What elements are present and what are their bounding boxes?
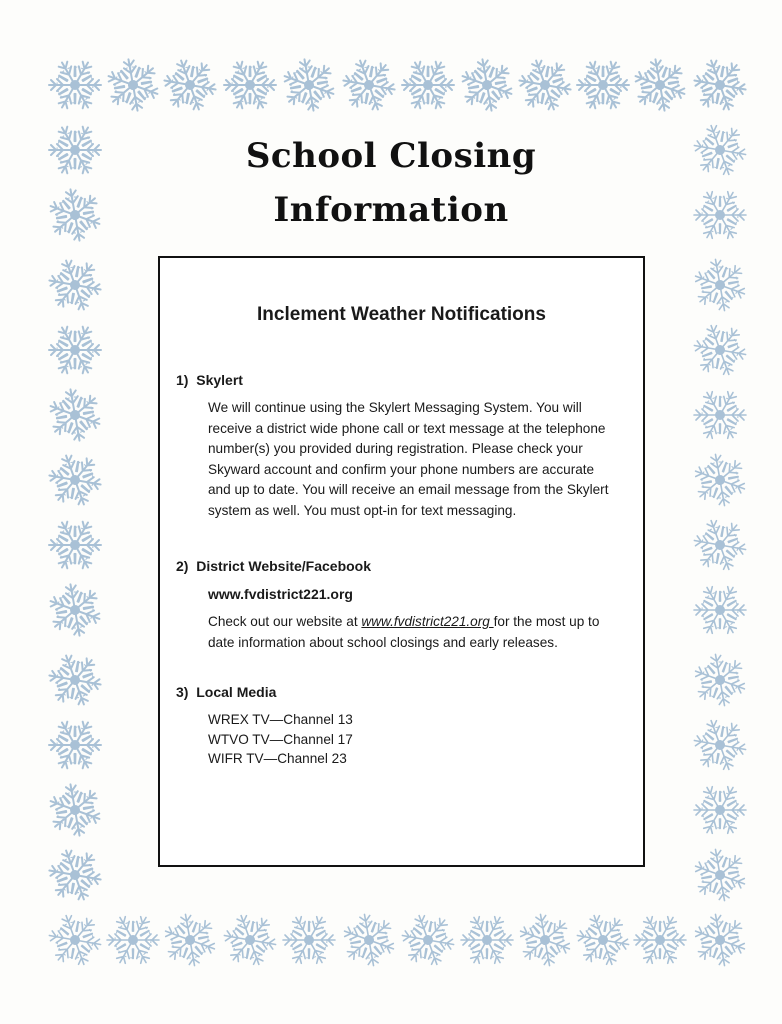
snowflake-icon [690, 58, 749, 113]
page-title-line1: School Closing [245, 136, 537, 176]
snowflake-icon [398, 913, 457, 968]
section-title: Skylert [196, 372, 243, 388]
media-list [208, 710, 620, 769]
snowflake-icon [158, 909, 223, 971]
snowflake-icon [49, 62, 101, 109]
snowflake-icon [49, 722, 101, 769]
section-media-heading [176, 684, 276, 700]
section-website-heading [176, 558, 371, 574]
notifications-box [158, 256, 645, 867]
snowflake-icon [577, 62, 629, 109]
section-number: 2) [176, 558, 189, 574]
snowflake-icon [573, 913, 632, 968]
website-description [208, 612, 620, 653]
snowflake-icon [688, 649, 753, 711]
snowflake-icon [45, 848, 104, 903]
website-url[interactable]: www.fvdistrict221.org [208, 586, 353, 602]
snowflake-icon [45, 913, 104, 968]
snowflake-icon [107, 917, 159, 964]
section-title: Local Media [196, 684, 277, 700]
media-item: WIFR TV—Channel 23 [208, 751, 347, 766]
snowflake-icon [339, 58, 398, 113]
snowflake-icon [49, 327, 101, 374]
text: Check out our website at [208, 614, 362, 629]
snowflake-icon [277, 54, 342, 116]
box-heading: Inclement Weather Notifications [257, 304, 546, 325]
snowflake-icon [49, 522, 101, 569]
snowflake-icon [337, 909, 402, 971]
media-item: WREX TV—Channel 13 [208, 712, 353, 727]
website-link[interactable]: www.fvdistrict221.org [361, 614, 494, 629]
section-title: District Website/Facebook [196, 558, 372, 574]
snowflake-icon [513, 909, 578, 971]
snowflake-icon [690, 323, 749, 378]
snowflake-icon [634, 917, 686, 964]
snowflake-icon [688, 449, 753, 511]
snowflake-icon [45, 258, 104, 313]
text: for the most up to date information about school closings and early releases. [208, 614, 600, 650]
section-number: 1) [176, 372, 189, 388]
snowflake-icon [694, 392, 746, 439]
skylert-description: We will continue using the Skylert Messaging System. You will receive a district wide phone call or text message at the telephone number(s) you provided during registration. Please check your Skyward account and confirm your phone numbers are accurate and up to date. You will receive an email message from the Skylert system as well. You must opt-in for text messaging. [208, 400, 609, 518]
section-number: 3) [176, 684, 189, 700]
snowflake-icon [688, 909, 753, 971]
media-item: WTVO TV—Channel 17 [208, 731, 353, 747]
snowflake-icon [220, 913, 279, 968]
snowflake-icon [45, 653, 104, 708]
snowflake-icon [690, 518, 749, 573]
page-title-line2: Information [273, 190, 509, 230]
snowflake-icon [402, 62, 454, 109]
snowflake-icon [694, 587, 746, 634]
snowflake-icon [461, 917, 513, 964]
snowflake-icon [688, 844, 753, 906]
snowflake-icon [101, 54, 166, 116]
snowflake-icon [224, 62, 276, 109]
snowflake-icon [455, 54, 520, 116]
snowflake-icon [694, 787, 746, 834]
snowflake-icon [45, 453, 104, 508]
snowflake-icon [283, 917, 335, 964]
snowflake-icon [43, 384, 108, 446]
section-skylert-heading [176, 372, 243, 388]
snowflake-icon [43, 779, 108, 841]
snowflake-icon [628, 54, 693, 116]
snowflake-icon [515, 58, 574, 113]
snowflake-icon [160, 58, 219, 113]
snowflake-icon [688, 254, 753, 316]
snowflake-icon [690, 718, 749, 773]
snowflake-icon [43, 579, 108, 641]
